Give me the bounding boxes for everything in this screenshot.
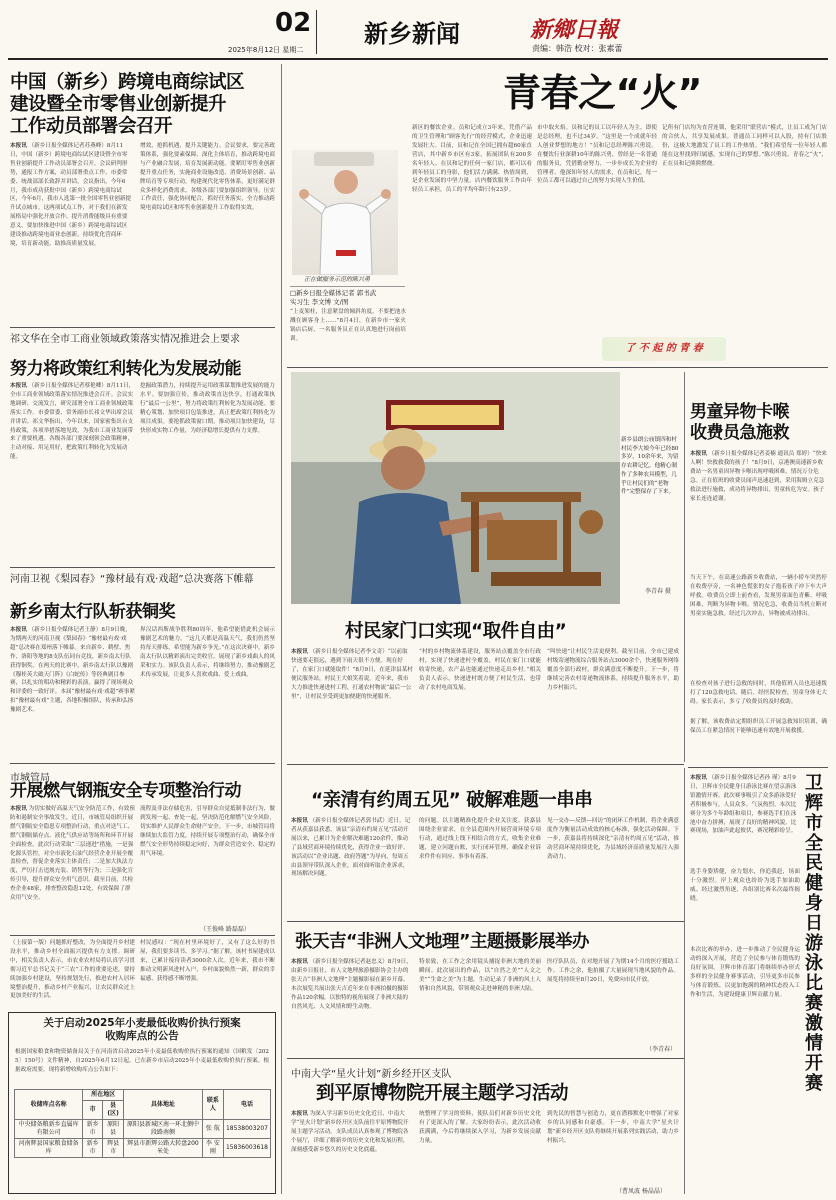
table-header: 所在地区 — [83, 1090, 124, 1101]
article-exhibit-lead — [291, 958, 413, 1055]
article-title-exhibit: 张天吉“非洲人文地理”主题摄影展举办 — [295, 932, 590, 952]
column-rule — [684, 372, 685, 762]
byline: （新乡日报全媒体记者蔡艳卿） — [28, 383, 107, 389]
lead-label: 本报讯 — [690, 775, 707, 781]
article-title-museum: 到平原博物院开展主题学习活动 — [316, 1083, 569, 1104]
notice-title: 关于启动2025年小麦最低收购价执行预案 收购库点的公告 — [43, 1017, 241, 1042]
chef-photo — [292, 150, 398, 275]
lead-label: 本报讯 — [690, 451, 707, 457]
feature-byline: □新乡日报全媒体记者 郭书武 实习生 李文博 文/图 — [290, 286, 405, 307]
table-header: 收储库点名称 — [15, 1090, 83, 1120]
table-header: 具体地址 — [124, 1090, 202, 1120]
article-body: “以前取快递要走很远，遇到下雨天很不方便。现在好了，在家门口就能取件！”8月9日，在延津县某村便民服务站，村民王大娘笑着说。近年来，我市大力推进快递进村工程，打通农村物流“最后一公里”，让村民享受到更加便捷的快递服务。 — [291, 649, 413, 700]
feature-body2: 新区的餐饮企业。员和记成立3年来，凭借产品的卫生管理和“顾客先行”的经营模式，企业迅速发展壮大。目前，员和记在全国已拥有超60家直营店，其中新乡市区有3家，拓展团队有200多名年轻人。在员和记的任何一家门店，都可以看到年轻员工的身影，他们活力满满、热情周到，是企业发展的中坚力量。店内餐饮服务工作由年轻员工承担，员工的平均年龄只有23岁。 — [412, 125, 532, 194]
article-zone-body2: 增效，抢抓机遇，提升关键能力。会议要求，要完善政策体系，强化要素保障，深化主体培育，推动跨境电商与产业融合发展，培育发展新动能。要紧盯零售业创新提升重点任务，实施商业设施改造、消费场景创新、品牌培育等专项行动，构建现代化零售体系，更好满足群众多样化消费需求。各级各部门要加强组织领导，压实工作责任，强化协同配合，抓好任务落实，全力推动跨境电商综试区和零售业创新提升工作取得实效。 — [140, 143, 275, 212]
article-museum-lead — [291, 1110, 413, 1196]
table-row — [15, 1139, 271, 1158]
banner-text: 了 不 起 的 青 春 — [625, 343, 703, 354]
article-rescue-lead — [690, 450, 827, 572]
article-zone-lead — [10, 142, 132, 322]
article-exhibit-body2: 特景致，在工作之余用镜头捕捉非洲大地的美丽瞬间。此次展出的作品，以“自然之美”“人文之美”“生命之美”为主题，生动记录了非洲的风土人情和自然风貌，带领观众走进神秘的非洲大陆。 — [419, 959, 541, 992]
article-title-fetch: 村民家门口实现“取件自由” — [345, 621, 567, 642]
table-cell: 李 安刚 — [202, 1139, 223, 1158]
article-body: 为切实做好高温天气安全防范工作，有效预防和遏制安全事故发生，近日，市城管局组织开展燃气钢瓶安全隐患专项整治行动，重点对送气工、燃气钢瓶储存点、液化气供应站等场所和环节开展全面检查。此次行动采取“三层递进”措施，一是强化源头管控，对全市液化石油气经营企业开展全覆盖检查，督促企业落实主体责任；二是加大执法力度，严厉打击违规充装、销售等行为；三是强化宣传引导，提升群众安全用气意识。截至目前，共检查企业48家，排查整改隐患12处，有效保障了群众用气安全。 — [10, 806, 135, 902]
byline: （新乡日报全媒体记者郭书武） — [309, 818, 388, 824]
lead-label: 本报讯 — [291, 818, 308, 824]
lead-label: 本报讯 — [10, 383, 27, 389]
article-kicker: 祁文华在全市工商业领域政策落实情况推进会上要求 — [10, 334, 240, 345]
article-title-qinqing: “亲清有约周五见” 破解难题一串串 — [311, 790, 593, 811]
article-signature: （曹凤波 杨晶晶） — [616, 1188, 666, 1195]
table-cell: 张 航 — [202, 1120, 223, 1139]
article-museum-body3: 到先民的智慧与创造力，更在潜移默化中增强了对家乡的认同感和自豪感。下一步，中南大学“星火计划”新乡经开区支队将继续开展系列实践活动，助力乡村振兴。 — [547, 1111, 679, 1144]
article-title-zone: 中国（新乡）跨境电商综试区 建设暨全市零售业创新提升 工作动员部署会召开 — [10, 72, 245, 137]
article-body: 近日，记者从获嘉县获悉，该县“亲清有约周五见”活动开展以来，已累计为企业解决难题120余件，推动了县域营商环境持续优化，获得企业一致好评。该活动以“企业出题、政府答题”为导向，每周五由县领导带队深入企业，面对面听取企业诉求，现场解决问题。 — [291, 818, 411, 878]
lead-label: 本报讯 — [291, 649, 308, 655]
rule — [287, 764, 684, 765]
article-fetch-body2: “村的乡村物流体系建设，服务站点覆盖全市行政村，实现了快递进村全覆盖，村民在家门口就能收寄快递，农产品也能通过快递走出乡村。”相关负责人表示。快递进村既方便了村民生活，也带动了农村电商发展。 — [419, 649, 541, 691]
rule — [287, 921, 684, 922]
article-kicker: 市城管局 — [10, 773, 50, 784]
article-opera-lead — [10, 626, 135, 759]
feature-title: 青春之“火” — [503, 71, 702, 115]
table-header: 联系人 — [202, 1090, 223, 1120]
article-fetch-body3: “叫快递”让村民生活更便利。截至目前，全市已建成村级寄递物流综合服务站点3000余个，快递服务网络覆盖全部行政村，群众满意度不断提升。下一步，将继续完善农村寄递物流体系，持续提升服务水平，助力乡村振兴。 — [547, 649, 679, 691]
article-title-policy: 努力将政策红利转化为发展动能 — [10, 359, 241, 379]
article-qinqing-lead — [291, 817, 413, 917]
feature-body: “上麦架柱，注意紧盘的倾斜角度，不要把池水溅在顾客身上……”8月4日，在新乡市一家火锅店后厨，一名服务员正在认真地进行岗前培训。 — [290, 309, 406, 342]
article-continued-body2: 村民感叹：“现在村里环境好了，又有了这么好的书屋，我们要多读书、多学习。”据了解，该村书屋建成以来，已累计接待读者3000余人次。近年来，我市不断推动文明新风进村入户，乡村面貌焕然一新，群众的幸福感、获得感不断增强。 — [140, 940, 275, 982]
article-exhibit-body3: 医疗队队员，在对地开展了为期14个月的医疗援助工作。工作之余，他拍摄了大量展现当地风貌的作品。展览将持续至8月20日，免费向市民开放。 — [547, 959, 679, 983]
byline: （新乡日报全媒体记者王静） — [28, 627, 102, 633]
article-title-rescue: 男童异物卡喉 收费员急施救 — [690, 402, 789, 443]
masthead-divider — [316, 10, 317, 54]
article-title-swim: 卫辉市全民健身日游泳比赛激情开赛 — [805, 773, 823, 1094]
lead-label: 本报讯 — [10, 627, 27, 633]
table-subheader: 县(区) — [103, 1101, 124, 1120]
article-swim-lead — [690, 774, 800, 866]
purchase-table — [14, 1089, 271, 1158]
byline: （新乡日报全媒体记者李文奇） — [309, 649, 388, 655]
rule — [287, 1058, 684, 1059]
article-museum-body2: 统整理了学习的资料，使队员们对新乡历史文化有了更深入的了解。大家纷纷表示，此次活动收获满满，今后将继续深入学习，为新乡发展贡献力量。 — [419, 1111, 541, 1144]
masthead-rule — [8, 58, 828, 60]
article-signature: （王俊峰 路磊磊） — [200, 926, 250, 933]
column-rule — [281, 64, 282, 1194]
craftsman-caption: 新乡县朗公庙镇四和村村民李大娘今年已经80多岁，10余年来，为留存农耕记忆，他精心制作了多种农具模型，几乎让村民们的“老物件”完整保存了下来。 — [621, 437, 679, 496]
article-kicker: 中南大学“星火计划”新乡经开区支队 — [291, 1069, 452, 1080]
table-cell: 中央储备粮新乡直属库有限公司 — [15, 1120, 83, 1139]
notice-body: 根据国家粮食和物资储备局关于在河南省启动2025年小麦最低收购价执行预案的通知（国粮发〔2025〕150号）文件精神，自2025年6月12日起，已在新乡市启动2025年小麦最低收购价执行预案。根据政府需要，现将新增收购库点公告如下： — [15, 1049, 269, 1073]
photo-caption: 正在做服务示范的陈兴勇 — [304, 276, 371, 283]
article-body: 8月11日，中国（新乡）跨境电商综试区建设暨全市零售业创新提升工作动员部署会召开。会议研判形势，通报工作方案，动员部署重点工作。市委常委、统战部部长致辞并讲话。会议指出，今年6月，我市成功获批中国（新乡）跨境电商综试区，今年6月，我市人选第一批全国零售业创新提升试点城市。这两项试点工作，对于我们在新发展格局中强化开放合作、提升消费能级具有重要意义。要加快推进中国（新乡）跨境电商综试区建设推动跨境电商业态创新，持续优化营商环境，培育新动能，助推高质量发展。 — [10, 143, 132, 247]
paper-logo: 新鄉日報 — [530, 17, 619, 43]
byline: （新乡日报全媒体记者孙 瑾） — [708, 775, 784, 781]
lead-label: 本报讯 — [291, 959, 308, 965]
table-cell: 河南辉县国家粮食储备库 — [15, 1139, 83, 1158]
page-number: 02 — [275, 8, 312, 38]
table-cell: 18538003207 — [223, 1120, 270, 1139]
table-cell: 辉县市新辉公路大转盘200米处 — [124, 1139, 202, 1158]
article-body: 近日，中南大学“星火计划”新乡经开区支队前往平原博物院开展主题学习活动。支队成员认真参观了博物院各个展厅，详细了解新乡的历史文化和发展历程，深刻感受新乡悠久的历史文化底蕴。 — [291, 1111, 409, 1153]
rule — [10, 567, 275, 568]
editors-line: 责编：韩浩 校对：张素蕾 — [532, 44, 623, 53]
table-cell: 辉县市 — [103, 1139, 124, 1158]
article-body: “快来人啊！快救救我的孩子！”8月9日，京港澳高速新乡收费站一名男童因异物卡喉出现呼吸困难，情况万分危急。正在值班的收费员闻声迅速赶到，采用海姆立克急救法进行施救，成功将异物排出，男童转危为安。孩子家长连连道谢。 — [690, 451, 827, 502]
article-qinqing-body2: 的问题。以主题精准化提升企业关注度。获嘉县围绕企业需求，在全县范围内开展营商环境专项行动，通过线上线下相结合的方式，收集企业难题，建立问题台账，实行闭环管理，确保企业诉求件件有回应、事事有着落。 — [419, 818, 541, 860]
table-header: 电话 — [223, 1090, 270, 1120]
rule — [10, 327, 275, 328]
article-title-gas: 开展燃气钢瓶安全专项整治行动 — [10, 781, 241, 801]
byline: （新乡日报全媒体记者姜楠 通讯员 郑婷） — [708, 451, 813, 457]
section-title: 新乡新闻 — [364, 20, 460, 48]
column-rule — [684, 768, 685, 1194]
feature-body3: 市中取火焰。员和记的员工以年轻人为主，即使是总经理，也不过34岁。“这里是一个成就年轻人创业梦想的地方！”员和记总经理陈兴勇说。在餐饮行业深耕10年的陈兴勇，曾经是一名普通的服务员，凭借勤奋努力，一步步成长为企业的管理者。他深知年轻人的需求，在员和记，每一位员工都可以通过自己的努力实现人生价值。 — [537, 125, 657, 185]
article-fetch-lead — [291, 648, 413, 760]
article-policy-body2: 挖掘政策潜力，持续提升运用政策谋划推进发展的能力水平。要加强宣传，推动政策直达快享，打通政策执行“最后一公里”，努力将政策红利转化为发展动能。要精心策划、加快项目包装推进，真正把政策红利转化为项目成果。要抢抓政策窗口期，推动项目加快建设，尽快形成实物工作量，为经济稳增长提供有力支撑。 — [140, 383, 275, 434]
article-title-opera: 新乡南太行队斩获铜奖 — [10, 602, 175, 622]
table-subheader: 市 — [83, 1101, 103, 1120]
article-continued: （上接第一版）问题抓好整改，为全面提升乡村建设水平，推动乡村全面振兴提供有力支撑。调研中，相关负责人表示，市农业农村局将认真学习贯彻习近平总书记关于“三农”工作的重要论述，要持续加强乡村建设，坚持规划先行，推进农村人居环境整治提升，推动乡村产业振兴，让农民群众过上更加美好的生活。 — [10, 940, 135, 1000]
table-cell: 原阳县新城区南一环北侧中段路南侧 — [124, 1120, 202, 1139]
byline: （新乡日报全媒体记者苏燕峰） — [28, 143, 107, 149]
lead-label: 本报讯 — [10, 143, 27, 149]
rule — [287, 367, 828, 368]
date-line: 2025年8月12日 星期二 — [228, 46, 304, 54]
rule — [10, 763, 275, 764]
table-cell: 新乡市 — [83, 1139, 103, 1158]
article-body: 8月9日，由新乡日报社、市人文地理旅游摄影协会主办的张天吉“非洲人文地理”主题摄影展在新乡开幕。本次展览共展出张天吉近年来在非洲拍摄的摄影作品120余幅，以独特的视角展现了非洲大陆的自然风光、人文风情和野生动物。 — [291, 959, 412, 1010]
table-cell: 原阳县 — [103, 1120, 124, 1139]
rule — [688, 767, 828, 768]
article-signature: （李青春） — [646, 1046, 677, 1053]
craftsman-photo — [291, 372, 620, 604]
article-swim-body3: 本次比赛的举办，进一步推动了全民健身运动的深入开展，营造了全民参与体育锻炼的良好氛围。卫辉市体育部门将继续举办形式多样的全民健身赛事活动，引导更多市民参与体育锻炼，以更加饱满的精神状态投入工作和生活，为建设健康卫辉贡献力量。 — [690, 947, 800, 998]
table-cell: 15836003618 — [223, 1139, 270, 1158]
notice-box — [8, 1012, 276, 1194]
youth-banner — [602, 337, 726, 361]
article-rescue-body4: 据了解，该收费站定期组织员工开展急救知识培训，确保员工在紧急情况下能够迅速有效地开展救援。 — [690, 719, 827, 734]
byline: （新乡日报全媒体记者赵忠义） — [309, 959, 388, 965]
article-gas-body2: 流程及非法存储危害，引导群众自觉抵制非法行为，做到发现一起、查处一起，坚决防范化解燃气安全风险，切实维护人民群众生命财产安全。下一步，市城管局将继续加大监管力度，持续开展专项整治行动，确保全市燃气安全形势持续稳定向好，为群众营造安全、稳定的用气环境。 — [140, 806, 275, 857]
table-cell: 新乡市 — [83, 1120, 103, 1139]
article-gas-lead — [10, 805, 135, 938]
feature-body4: 记所有门店均为直营连锁，他采用“联营店”模式，让员工成为门店的合伙人，共享发展成果。普通员工同样可以入股，持有门店股份，这极大地激发了员工的工作热情。“我们希望每一位年轻人都能在这里找到归属感，实现自己的梦想。”陈兴勇说。青春之“火”，正在员和记熊熊燃烧。 — [662, 125, 827, 167]
article-swim-body2: 选手身姿矫健，奋力划水，你追我赶，场面十分激烈。岸上观众也纷纷为选手加油助威。经过激烈角逐，各组别比赛名次最终揭晓。 — [690, 869, 800, 902]
article-body: 8月9日晚，为期两天的河南卫视《梨园春》“豫材最有戏·戏超”总决赛在郑州落下帷幕。来自新乡、鹤壁、焦作、洛阳等地的8支队伍同台竞技，新乡南太行队获得铜奖。在两天的比赛中，新乡南太行队以豫剧《穆桂英大破天门阵》《白蛇传》等经典剧目参赛，以扎实的唱功和精彩的表演，赢得了现场观众和评委的一致好评。本届“豫材最有戏·戏超”赛事紧扣“豫材最有戏”主题，各地积极组队，传承和弘扬豫剧艺术。 — [10, 627, 135, 714]
article-opera-body2: 界汉话西斯战争胜利80周年，他希望能借此机会展示豫剧艺术的魅力。“这几天都是高温天气，我们仍然坚持每天排练，希望能为新乡争光。”在这次决赛中，新乡南太行队以精彩演出完美收官，展现了新乡戏曲人的风采和实力。该队负责人表示，将继续努力，推动豫剧艺术传承发展，让更多人喜欢戏曲、爱上戏曲。 — [140, 627, 275, 678]
lead-label: 本报讯 — [10, 806, 27, 812]
article-body: 8月9日，卫辉市全民健身日游泳比赛在望京游泳馆激情开赛。此次赛事吸引了众多游泳爱好者积极参与，人员众多，气氛热烈。本次比赛分为多个年龄组和项目，参赛选手们在泳池中奋力拼搏，展现了良好的精神风貌。比赛现场，加油声此起彼伏，赛况精彩纷呈。 — [690, 775, 797, 835]
article-qinqing-body3: 见一交办—反馈—回访”的闭环工作机制，将企业满意度作为衡量活动成效的核心标准，强化活动保障。下一步，获嘉县将持续深化“亲清有约周五见”活动，推动营商环境持续优化，为县域经济高质量发展注入强劲动力。 — [547, 818, 679, 860]
article-kicker: 河南卫视《梨园春》“豫材最有戏·戏超”总决赛落下帷幕 — [10, 574, 254, 585]
article-rescue-body3: 在检查对孩子进行急救的同时，其他值班人员也迅速拨打了120急救电话。随后，经医院检查，男童身体无大碍。家长表示，多亏了收费员的及时救助。 — [690, 681, 827, 705]
rule — [10, 935, 275, 936]
article-rescue-body2: 当天下午，在高速公路新乡收费站，一辆小轿车突然停在收费亭旁，一名神色慌张的女子抱着孩子冲下车大声呼救。收费员立即上前查看，发现男童面色青紫、呼吸困难，判断为异物卡喉。情况危急，收费员当机立断对男童实施急救。经过几次冲击，异物被成功排出。 — [690, 575, 827, 617]
table-row — [15, 1120, 271, 1139]
byline: 为深入学习新乡历史文化 — [309, 1111, 372, 1117]
article-body: 8月11日，全市工商业领域政策落实情况推进会召开。会议实地调研、交流发言，研究部署全市工商业领域政策落实工作。市委常委、常务副市长祁文华出席会议并讲话。祁文华指出，今年以来，国家密集出台支持政策，各项举措落地见效，为我市工商业发展带来了重要机遇。各级各部门要深刻领会政策精神，主动对接、用足用好，把政策红利转化为发展动能。 — [10, 383, 135, 461]
article-policy-lead — [10, 382, 135, 562]
photo-credit: 李青春 摄 — [645, 588, 671, 595]
lead-label: 本报讯 — [291, 1111, 308, 1117]
